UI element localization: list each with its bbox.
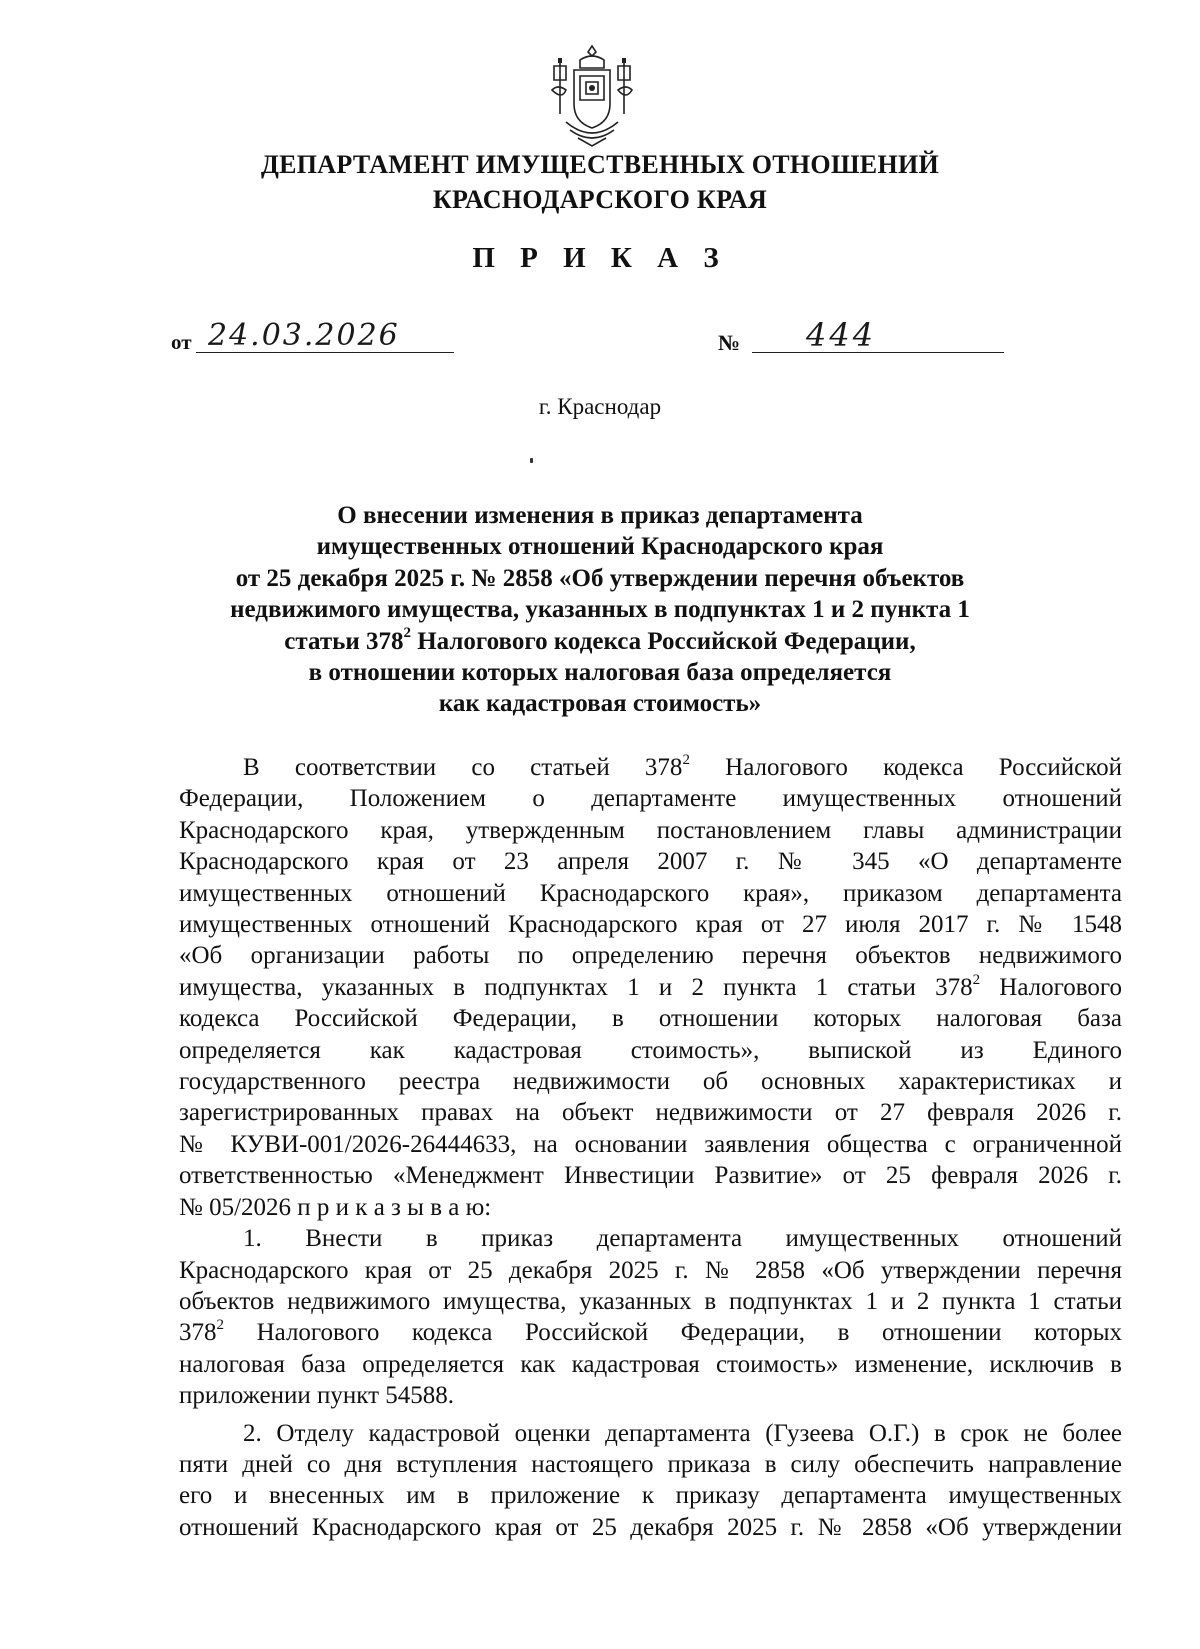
order-subject <box>195 500 1005 720</box>
city: г. Краснодар <box>538 394 662 419</box>
body-line: Краснодарского края от 23 апреля 2007 г. № 345 «О департаменте <box>179 848 1122 876</box>
body-line: налоговая база определяется как кадастровая стоимость» изменение, исключив в <box>179 1350 1122 1378</box>
body-line: кодекса Российской Федерации, в отношении которых налоговая база <box>179 1005 1122 1033</box>
body-line: определяется как кадастровая стоимость», выпиской из Единого <box>179 1036 1122 1064</box>
department-name-line1: ДЕПАРТАМЕНТ ИМУЩЕСТВЕННЫХ ОТНОШЕНИЙ <box>260 150 940 179</box>
body-line: «Об организации работы по определению перечня объектов недвижимого <box>179 942 1122 970</box>
body-line <box>179 1317 1122 1348</box>
date-value-handwritten: 24.03.2026 <box>208 318 400 353</box>
superscript: 2 <box>403 625 411 642</box>
body-line: имущественных отношений Краснодарского края», приказом департамента <box>179 879 1122 907</box>
number-value-handwritten: 444 <box>806 316 877 354</box>
body-line: приложении пункт 54588. <box>179 1382 455 1410</box>
body-line: Краснодарского края от 25 декабря 2025 г. № 2858 «Об утверждении перечня <box>179 1256 1122 1284</box>
coat-of-arms-icon <box>544 42 640 150</box>
body-line <box>179 752 1122 783</box>
superscript: 2 <box>682 751 690 768</box>
body-text: имущества, указанных в подпунктах 1 и 2 пункта 1 статьи 378 <box>179 973 973 1001</box>
subject-line: как кадастровая стоимость» <box>438 690 762 718</box>
department-name-line2: КРАСНОДАРСКОГО КРАЯ <box>432 185 768 214</box>
subject-line <box>195 626 1005 657</box>
body-line: его и внесенных им в приложение к приказу департамента имущественных <box>179 1482 1122 1510</box>
body-line <box>179 972 1122 1003</box>
number-underline <box>752 352 1004 353</box>
body-line: 1. Внести в приказ департамента имущественных отношений <box>243 1225 1122 1253</box>
body-line: Федерации, Положением о департаменте имущественных отношений <box>179 785 1122 813</box>
body-line: ответственностью «Менеджмент Инвестиции Развитие» от 25 февраля 2026 г. <box>179 1162 1122 1190</box>
order-body <box>179 752 1122 1543</box>
subject-line: О внесении изменения в приказ департамента <box>337 502 863 529</box>
body-line: Краснодарского края, утвержденным постановлением главы администрации <box>179 816 1122 844</box>
subject-line: в отношении которых налоговая база определяется <box>308 659 892 687</box>
body-text: Налогового кодекса Российской Федерации, в отношении которых <box>224 1319 1122 1347</box>
subject-text: Налогового кодекса Российской Федерации, <box>410 627 916 655</box>
subject-line: недвижимого имущества, указанных в подпунктах 1 и 2 пункта 1 <box>230 596 970 624</box>
body-text: В соответствии со статьей 378 <box>243 754 683 781</box>
body-text: Налогового кодекса Российской <box>689 754 1122 781</box>
superscript: 2 <box>216 1316 224 1333</box>
subject-line: имущественных отношений Краснодарского края <box>316 533 884 561</box>
document-type-title: П Р И К А З <box>472 242 728 274</box>
scan-mark <box>530 458 533 463</box>
superscript: 2 <box>972 971 981 988</box>
date-label: от <box>171 330 192 354</box>
body-line: объектов недвижимого имущества, указанных в подпунктах 1 и 2 пункта 1 статьи <box>179 1287 1122 1315</box>
number-label: № <box>718 330 741 355</box>
subject-line: от 25 декабря 2025 г. № 2858 «Об утверждении перечня объектов <box>235 564 965 592</box>
body-line: № 05/2026 п р и к а з ы в а ю: <box>179 1193 492 1221</box>
body-line: 2. Отделу кадастровой оценки департамента (Гузеева О.Г.) в срок не более <box>243 1419 1122 1447</box>
body-line: № КУВИ-001/2026-26444633, на основании заявления общества с ограниченной <box>179 1130 1122 1158</box>
subject-text: статьи 378 <box>284 627 404 655</box>
date-underline <box>196 352 454 353</box>
body-text: Налогового <box>980 973 1123 1001</box>
body-line: отношений Краснодарского края от 25 декабря 2025 г. № 2858 «Об утверждении <box>179 1513 1122 1541</box>
body-line: зарегистрированных правах на объект недвижимости от 27 февраля 2026 г. <box>179 1099 1122 1127</box>
body-line: государственного реестра недвижимости об основных характеристиках и <box>179 1068 1122 1096</box>
body-line: имущественных отношений Краснодарского края от 27 июля 2017 г. № 1548 <box>179 911 1122 939</box>
body-line: пяти дней со дня вступления настоящего приказа в силу обеспечить направление <box>179 1450 1122 1478</box>
body-text: 378 <box>179 1319 217 1347</box>
